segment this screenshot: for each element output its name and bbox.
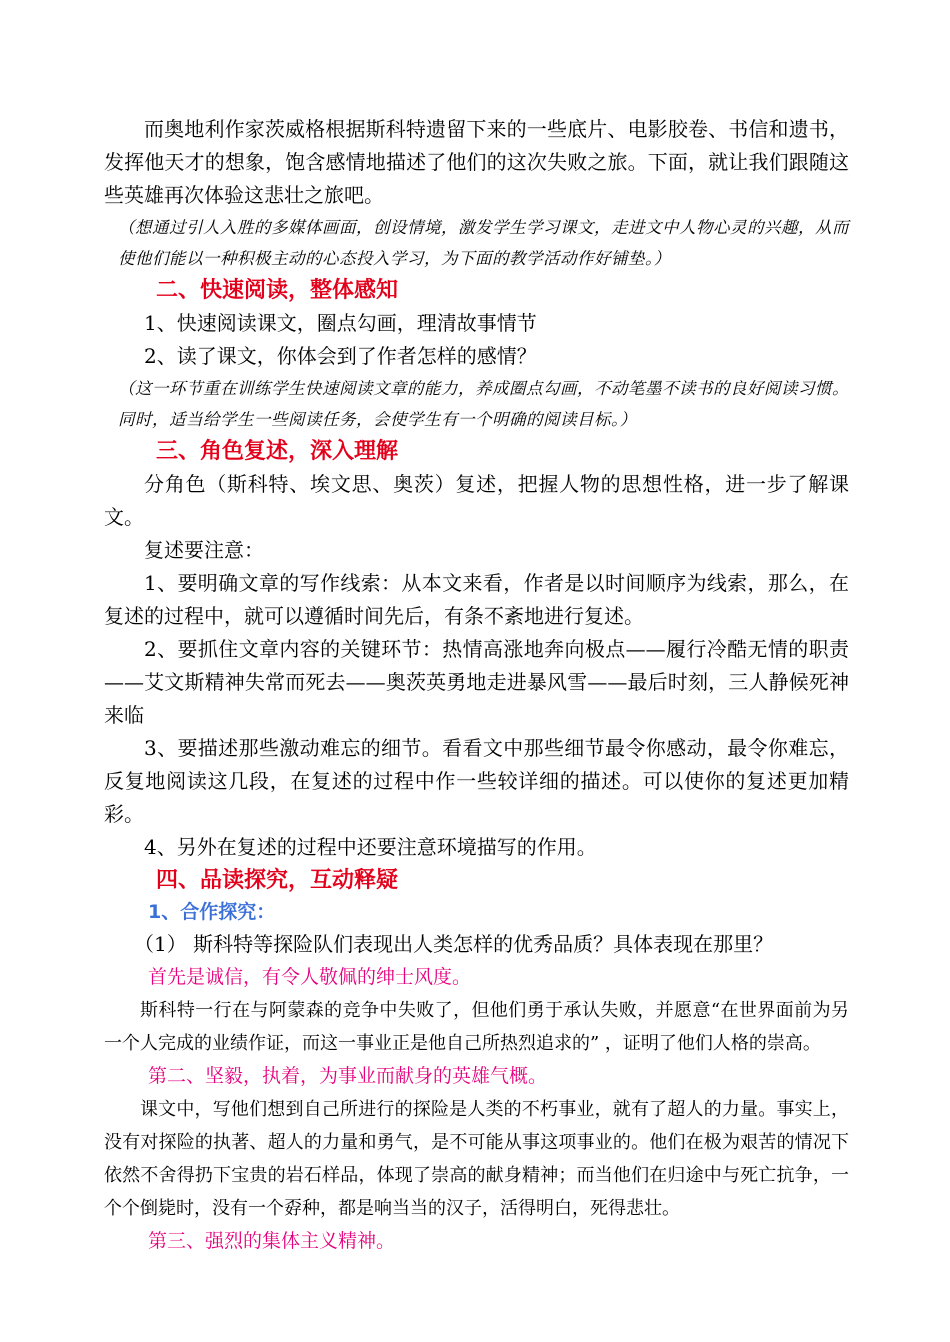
subsection-heading: 1、合作探究： [148, 901, 276, 923]
answer-title: 第二、坚毅，执着，为事业而献身的英雄气概。 [148, 1065, 548, 1087]
answer-body: 斯科特一行在与阿蒙森的竞争中失败了，但他们勇于承认失败，并愿意“在世界面前为另一个人完成的业绩作证，而这一事业正是他自己所热烈追求的” ，证明了他们人格的崇高。 [104, 1000, 849, 1054]
list-item: 3、要描述那些激动难忘的细节。看看文中那些细节最令你感动，最令你难忘，反复地阅读这几段，在复述的过程中作一些较详细的描述。可以使你的复述更加精彩。 [104, 736, 849, 826]
question: （1） 斯科特等探险队们表现出人类怎样的优秀品质？具体表现在那里？ [134, 932, 774, 956]
list-item: 1、要明确文章的写作线索：从本文来看，作者是以时间顺序为线索，那么，在复述的过程中，就可以遵循时间先后，有条不紊地进行复述。 [104, 571, 849, 628]
answer-title: 首先是诚信，有令人敬佩的绅士风度。 [148, 966, 472, 988]
body-paragraph: 分角色（斯科特、埃文思、奥茨）复述，把握人物的思想性格，进一步了解课文。 [104, 472, 849, 529]
section-heading: 二、快速阅读，整体感知 [156, 278, 399, 303]
teaching-note: （想通过引人入胜的多媒体画面，创设情境，激发学生学习课文，走进文中人物心灵的兴趣，从而使他们能以一种积极主动的心态投入学习，为下面的教学活动作好铺垫。） [118, 218, 849, 268]
list-item: 4、另外在复述的过程中还要注意环境描写的作用。 [144, 835, 597, 859]
intro-paragraph: 而奥地利作家茨威格根据斯科特遗留下来的一些底片、电影胶卷、书信和遗书，发挥他天才的想象，饱含感情地描述了他们的这次失败之旅。下面，就让我们跟随这些英雄再次体验这悲壮之旅吧。 [104, 117, 849, 207]
answer-title: 第三、强烈的集体主义精神。 [148, 1230, 396, 1252]
list-item: 2、读了课文，你体会到了作者怎样的感情？ [144, 344, 537, 368]
list-item: 2、要抓住文章内容的关键环节：热情高涨地奔向极点——履行冷酷无情的职责——艾文斯精神失常而死去——奥茨英勇地走进暴风雪——最后时刻，三人静候死神来临 [104, 637, 849, 727]
answer-body: 课文中，写他们想到自己所进行的探险是人类的不朽事业，就有了超人的力量。事实上，没有对探险的执著、超人的力量和勇气，是不可能从事这项事业的。他们在极为艰苦的情况下依然不舍得扔下宝贵的岩石样品，体现了崇高的献身精神；而当他们在归途中与死亡抗争，一个个倒毙时，没有一个孬种，都是响当当的汉子，活得明白，死得悲壮。 [104, 1099, 849, 1219]
section-heading: 四、品读探究，互动释疑 [156, 868, 399, 893]
teaching-note: （这一环节重在训练学生快速阅读文章的能力，养成圈点勾画，不动笔墨不读书的良好阅读习惯。同时，适当给学生一些阅读任务，会使学生有一个明确的阅读目标。） [118, 379, 849, 429]
body-paragraph: 复述要注意： [144, 538, 264, 562]
list-item: 1、快速阅读课文，圈点勾画，理清故事情节 [144, 311, 537, 335]
section-heading: 三、角色复述，深入理解 [156, 439, 399, 464]
document-page [104, 113, 849, 1258]
